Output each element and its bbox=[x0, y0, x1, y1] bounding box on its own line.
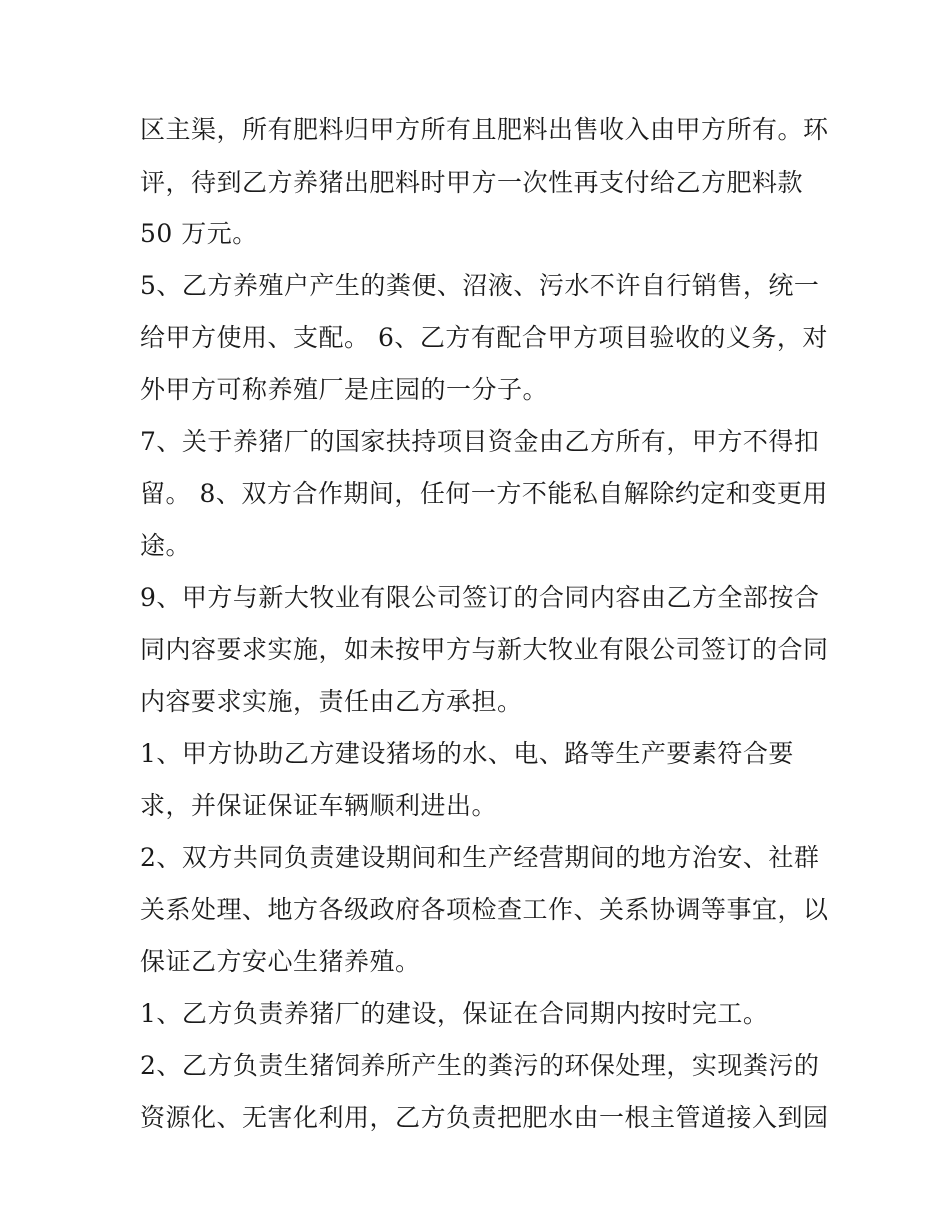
text-line: 5、乙方养殖户产生的粪便、沼液、污水不许自行销售，统一 bbox=[140, 271, 820, 300]
text-line: 同内容要求实施，如未按甲方与新大牧业有限公司签订的合同 bbox=[140, 635, 829, 664]
text-line: 途。 bbox=[140, 531, 192, 560]
text-line: 评，待到乙方养猪出肥料时甲方一次性再支付给乙方肥料款 bbox=[140, 168, 804, 197]
text-line: 内容要求实施，责任由乙方承担。 bbox=[140, 687, 523, 716]
text-line: 2、乙方负责生猪饲养所产生的粪污的环保处理，实现粪污的 bbox=[140, 1051, 820, 1080]
text-line: 9、甲方与新大牧业有限公司签订的合同内容由乙方全部按合 bbox=[140, 583, 820, 612]
text-line: 求，并保证保证车辆顺利进出。 bbox=[140, 791, 498, 820]
text-line: 区主渠，所有肥料归甲方所有且肥料出售收入由甲方所有。环 bbox=[140, 115, 829, 144]
text-line: 7、关于养猪厂的国家扶持项目资金由乙方所有，甲方不得扣 bbox=[140, 427, 820, 456]
text-line: 1、乙方负责养猪厂的建设，保证在合同期内按时完工。 bbox=[140, 999, 769, 1028]
text-line: 保证乙方安心生猪养殖。 bbox=[140, 947, 421, 976]
text-line: 2、双方共同负责建设期间和生产经营期间的地方治安、社群 bbox=[140, 843, 820, 872]
text-line: 关系处理、地方各级政府各项检查工作、关系协调等事宜，以 bbox=[140, 895, 829, 924]
text-line: 给甲方使用、支配。 6、乙方有配合甲方项目验收的义务，对 bbox=[140, 323, 828, 352]
text-line: 50 万元。 bbox=[140, 219, 258, 248]
text-line: 1、甲方协助乙方建设猪场的水、电、路等生产要素符合要 bbox=[140, 739, 794, 768]
text-line: 留。 8、双方合作期间，任何一方不能私自解除约定和变更用 bbox=[140, 479, 828, 508]
text-line: 资源化、无害化利用，乙方负责把肥水由一根主管道接入到园 bbox=[140, 1103, 829, 1132]
text-line: 外甲方可称养殖厂是庄园的一分子。 bbox=[140, 375, 549, 404]
